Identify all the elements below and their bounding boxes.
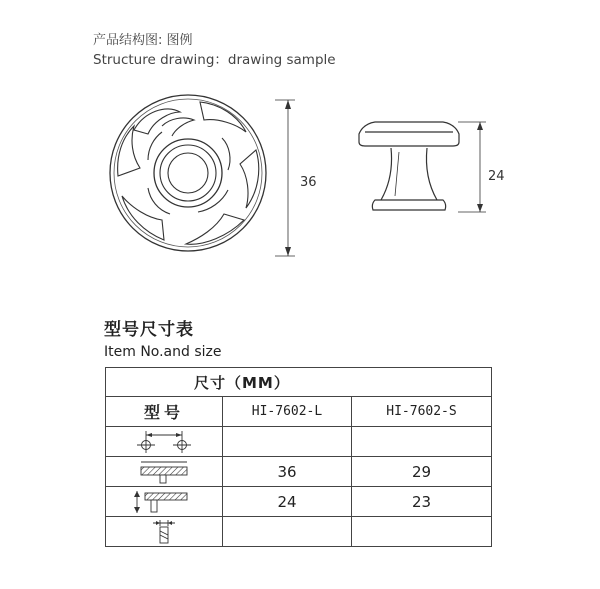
model-header-label: 型号	[106, 397, 223, 427]
size-table	[105, 367, 492, 547]
table-title-english: Item No.and size	[104, 344, 222, 360]
knob-front-view-drawing	[104, 90, 274, 260]
model-l-header: HI-7602-L	[223, 397, 352, 427]
hole-spacing-s	[352, 427, 492, 457]
caption-chinese: 产品结构图: 图例	[93, 33, 193, 48]
diameter-l: 36	[223, 457, 352, 487]
table-row	[106, 517, 492, 547]
unit-row	[106, 368, 492, 397]
diameter-s: 29	[352, 457, 492, 487]
unit-label: 尺寸（MM）	[106, 368, 492, 397]
hole-spacing-icon	[129, 430, 199, 454]
screw-s	[352, 517, 492, 547]
side-dimension-line	[458, 118, 488, 218]
front-dimension-value: 36	[300, 175, 317, 190]
screw-icon	[129, 519, 199, 545]
hole-spacing-l	[223, 427, 352, 457]
model-s-header: HI-7602-S	[352, 397, 492, 427]
knob-side-view-drawing	[355, 112, 470, 220]
height-l: 24	[223, 487, 352, 517]
table-row	[106, 427, 492, 457]
diameter-icon	[129, 459, 199, 485]
screw-l	[223, 517, 352, 547]
side-dimension-value: 24	[488, 169, 505, 184]
table-row	[106, 457, 492, 487]
table-title-chinese: 型号尺寸表	[104, 320, 194, 340]
height-s: 23	[352, 487, 492, 517]
height-icon	[129, 489, 199, 515]
caption-english: Structure drawing：drawing sample	[93, 52, 336, 68]
table-row	[106, 487, 492, 517]
model-header-row	[106, 397, 492, 427]
